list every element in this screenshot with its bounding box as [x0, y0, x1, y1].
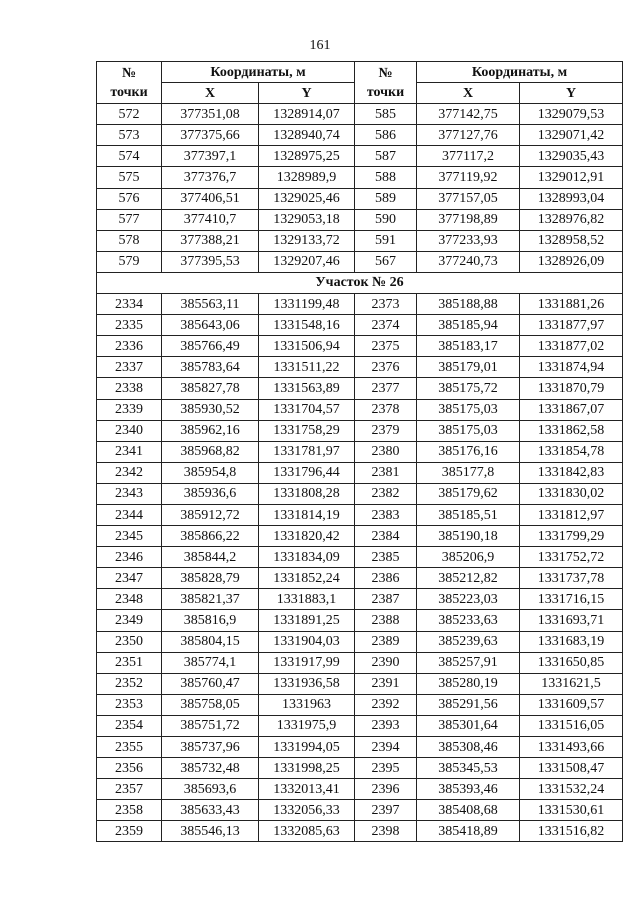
- cell-x-left: 385804,15: [162, 631, 259, 652]
- cell-point-number-left: 575: [97, 167, 162, 188]
- cell-y-left: 1331994,05: [259, 737, 355, 758]
- table-row: [97, 294, 623, 315]
- cell-x-left: 385954,8: [162, 462, 259, 483]
- cell-y-right: 1331870,79: [520, 378, 623, 399]
- cell-point-number-left: 2346: [97, 547, 162, 568]
- table-row: [97, 483, 623, 504]
- cell-point-number-right: 2390: [355, 652, 417, 673]
- cell-point-number-right: 2382: [355, 483, 417, 504]
- cell-y-left: 1331814,19: [259, 504, 355, 525]
- cell-point-number-right: 2392: [355, 694, 417, 715]
- cell-x-left: 385563,11: [162, 294, 259, 315]
- cell-y-right: 1331530,61: [520, 800, 623, 821]
- cell-point-number-left: 2339: [97, 399, 162, 420]
- cell-x-right: 385301,64: [417, 715, 520, 736]
- cell-point-number-right: 2395: [355, 758, 417, 779]
- table-row: [97, 230, 623, 251]
- table-row: [97, 758, 623, 779]
- cell-point-number-left: 2350: [97, 631, 162, 652]
- cell-x-left: 377397,1: [162, 146, 259, 167]
- header-no-symbol: №: [378, 65, 393, 81]
- table-row: [97, 547, 623, 568]
- cell-y-left: 1331796,44: [259, 462, 355, 483]
- table-row: [97, 821, 623, 842]
- cell-point-number-left: 576: [97, 188, 162, 209]
- cell-x-right: 385175,03: [417, 399, 520, 420]
- cell-y-left: 1329207,46: [259, 251, 355, 272]
- table-body-after-section: [97, 294, 623, 842]
- cell-y-left: 1331834,09: [259, 547, 355, 568]
- table-row: [97, 779, 623, 800]
- cell-point-number-left: 2347: [97, 568, 162, 589]
- cell-x-right: 385190,18: [417, 526, 520, 547]
- cell-y-left: 1331781,97: [259, 441, 355, 462]
- cell-x-right: 385408,68: [417, 800, 520, 821]
- cell-y-right: 1331693,71: [520, 610, 623, 631]
- cell-x-right: 385239,63: [417, 631, 520, 652]
- cell-x-right: 377233,93: [417, 230, 520, 251]
- cell-point-number-left: 2348: [97, 589, 162, 610]
- cell-point-number-right: 2393: [355, 715, 417, 736]
- cell-point-number-left: 2355: [97, 737, 162, 758]
- cell-x-left: 385828,79: [162, 568, 259, 589]
- cell-y-left: 1331808,28: [259, 483, 355, 504]
- cell-point-number-left: 578: [97, 230, 162, 251]
- cell-point-number-right: 2385: [355, 547, 417, 568]
- table-body-before-section: [97, 104, 623, 273]
- table-row: [97, 737, 623, 758]
- cell-y-right: 1329035,43: [520, 146, 623, 167]
- cell-point-number-right: 2386: [355, 568, 417, 589]
- cell-point-number-left: 2357: [97, 779, 162, 800]
- table-header-row: [97, 62, 623, 83]
- cell-point-number-right: 586: [355, 125, 417, 146]
- cell-x-left: 385693,6: [162, 779, 259, 800]
- cell-y-left: 1331563,89: [259, 378, 355, 399]
- cell-x-right: 385185,51: [417, 504, 520, 525]
- cell-x-right: 385393,46: [417, 779, 520, 800]
- table-row: [97, 104, 623, 125]
- cell-y-left: 1331758,29: [259, 420, 355, 441]
- cell-x-right: 385183,17: [417, 336, 520, 357]
- cell-x-left: 385912,72: [162, 504, 259, 525]
- cell-x-right: 377198,89: [417, 209, 520, 230]
- cell-x-left: 377410,7: [162, 209, 259, 230]
- cell-x-right: 385188,88: [417, 294, 520, 315]
- header-x-left: X: [162, 83, 259, 104]
- cell-x-right: 385345,53: [417, 758, 520, 779]
- cell-x-right: 385175,72: [417, 378, 520, 399]
- cell-point-number-right: 2394: [355, 737, 417, 758]
- cell-y-right: 1331508,47: [520, 758, 623, 779]
- table-row: [97, 167, 623, 188]
- cell-x-left: 377375,66: [162, 125, 259, 146]
- cell-y-left: 1332013,41: [259, 779, 355, 800]
- cell-x-right: 377157,05: [417, 188, 520, 209]
- cell-y-right: 1331683,19: [520, 631, 623, 652]
- cell-y-left: 1328975,25: [259, 146, 355, 167]
- cell-point-number-left: 2359: [97, 821, 162, 842]
- cell-point-number-right: 2374: [355, 315, 417, 336]
- cell-y-left: 1332056,33: [259, 800, 355, 821]
- cell-point-number-right: 2379: [355, 420, 417, 441]
- cell-y-right: 1331842,83: [520, 462, 623, 483]
- cell-x-right: 377240,73: [417, 251, 520, 272]
- cell-y-left: 1331904,03: [259, 631, 355, 652]
- cell-y-left: 1331936,58: [259, 673, 355, 694]
- cell-y-right: 1331609,57: [520, 694, 623, 715]
- table-row: [97, 462, 623, 483]
- table-row: [97, 188, 623, 209]
- cell-point-number-right: 591: [355, 230, 417, 251]
- cell-point-number-right: 2378: [355, 399, 417, 420]
- table-row: [97, 694, 623, 715]
- cell-point-number-right: 2376: [355, 357, 417, 378]
- cell-y-left: 1328989,9: [259, 167, 355, 188]
- cell-y-right: 1331874,94: [520, 357, 623, 378]
- cell-x-right: 385223,03: [417, 589, 520, 610]
- cell-point-number-left: 573: [97, 125, 162, 146]
- table-row: [97, 209, 623, 230]
- header-y-left: Y: [259, 83, 355, 104]
- cell-y-right: 1329071,42: [520, 125, 623, 146]
- cell-point-number-left: 579: [97, 251, 162, 272]
- cell-point-number-right: 2375: [355, 336, 417, 357]
- cell-point-number-left: 2336: [97, 336, 162, 357]
- cell-x-left: 385643,06: [162, 315, 259, 336]
- cell-y-right: 1331716,15: [520, 589, 623, 610]
- cell-point-number-right: 2391: [355, 673, 417, 694]
- cell-point-number-left: 2337: [97, 357, 162, 378]
- cell-point-number-left: 572: [97, 104, 162, 125]
- cell-point-number-left: 574: [97, 146, 162, 167]
- cell-x-left: 385816,9: [162, 610, 259, 631]
- cell-point-number-left: 2353: [97, 694, 162, 715]
- cell-point-number-right: 2384: [355, 526, 417, 547]
- cell-y-right: 1331737,78: [520, 568, 623, 589]
- cell-point-number-right: 2388: [355, 610, 417, 631]
- cell-x-left: 385751,72: [162, 715, 259, 736]
- table-row: [97, 631, 623, 652]
- page-number: 161: [309, 38, 331, 53]
- cell-point-number-right: 2380: [355, 441, 417, 462]
- cell-x-left: 385962,16: [162, 420, 259, 441]
- cell-y-right: 1331862,58: [520, 420, 623, 441]
- cell-y-right: 1331854,78: [520, 441, 623, 462]
- header-x-right: X: [417, 83, 520, 104]
- cell-point-number-right: 2389: [355, 631, 417, 652]
- cell-x-right: 385418,89: [417, 821, 520, 842]
- cell-point-number-right: 2398: [355, 821, 417, 842]
- cell-x-left: 385633,43: [162, 800, 259, 821]
- cell-x-right: 377127,76: [417, 125, 520, 146]
- cell-x-left: 377376,7: [162, 167, 259, 188]
- cell-x-left: 385783,64: [162, 357, 259, 378]
- cell-y-left: 1329133,72: [259, 230, 355, 251]
- table-row: [97, 399, 623, 420]
- header-no-word: точки: [110, 84, 148, 100]
- cell-y-left: 1331199,48: [259, 294, 355, 315]
- cell-y-right: 1328976,82: [520, 209, 623, 230]
- cell-y-right: 1331799,29: [520, 526, 623, 547]
- header-y-right: Y: [520, 83, 623, 104]
- table-row: [97, 504, 623, 525]
- cell-point-number-right: 588: [355, 167, 417, 188]
- cell-y-right: 1331516,82: [520, 821, 623, 842]
- cell-point-number-left: 2356: [97, 758, 162, 779]
- cell-x-left: 377388,21: [162, 230, 259, 251]
- header-point-number-right: [355, 62, 417, 104]
- cell-y-right: 1331830,02: [520, 483, 623, 504]
- section-header: [97, 272, 623, 293]
- header-point-number-left: [97, 62, 162, 104]
- cell-y-right: 1328958,52: [520, 230, 623, 251]
- table-row: [97, 146, 623, 167]
- cell-x-left: 385936,6: [162, 483, 259, 504]
- cell-y-left: 1331891,25: [259, 610, 355, 631]
- cell-point-number-left: 2342: [97, 462, 162, 483]
- cell-x-right: 377119,92: [417, 167, 520, 188]
- table-row: [97, 589, 623, 610]
- cell-point-number-left: 2334: [97, 294, 162, 315]
- cell-point-number-right: 2387: [355, 589, 417, 610]
- cell-point-number-right: 587: [355, 146, 417, 167]
- cell-x-left: 385732,48: [162, 758, 259, 779]
- cell-x-left: 385760,47: [162, 673, 259, 694]
- cell-x-left: 385737,96: [162, 737, 259, 758]
- cell-x-right: 385280,19: [417, 673, 520, 694]
- header-no-word: точки: [366, 84, 405, 100]
- cell-y-left: 1328940,74: [259, 125, 355, 146]
- cell-y-right: 1328926,09: [520, 251, 623, 272]
- cell-x-right: 385212,82: [417, 568, 520, 589]
- cell-x-left: 377351,08: [162, 104, 259, 125]
- cell-y-right: 1331621,5: [520, 673, 623, 694]
- cell-y-left: 1332085,63: [259, 821, 355, 842]
- cell-x-left: 377406,51: [162, 188, 259, 209]
- cell-y-left: 1331852,24: [259, 568, 355, 589]
- cell-y-right: 1331877,02: [520, 336, 623, 357]
- cell-x-right: 385257,91: [417, 652, 520, 673]
- cell-point-number-left: 2338: [97, 378, 162, 399]
- cell-y-left: 1329025,46: [259, 188, 355, 209]
- cell-y-right: 1329079,53: [520, 104, 623, 125]
- cell-x-right: 385179,01: [417, 357, 520, 378]
- table-row: [97, 125, 623, 146]
- cell-y-left: 1328914,07: [259, 104, 355, 125]
- cell-x-right: 385185,94: [417, 315, 520, 336]
- table-row: [97, 568, 623, 589]
- cell-x-left: 385766,49: [162, 336, 259, 357]
- cell-y-right: 1331867,07: [520, 399, 623, 420]
- cell-x-right: 385176,16: [417, 441, 520, 462]
- table-row: [97, 378, 623, 399]
- cell-x-left: 385546,13: [162, 821, 259, 842]
- cell-x-right: 385179,62: [417, 483, 520, 504]
- cell-x-right: 385175,03: [417, 420, 520, 441]
- cell-x-left: 385758,05: [162, 694, 259, 715]
- table-row: [97, 357, 623, 378]
- cell-y-right: 1331812,97: [520, 504, 623, 525]
- cell-x-left: 385821,37: [162, 589, 259, 610]
- table-row: [97, 652, 623, 673]
- coordinates-table: [96, 61, 623, 842]
- table-row: [97, 800, 623, 821]
- cell-point-number-left: 2352: [97, 673, 162, 694]
- cell-y-right: 1331516,05: [520, 715, 623, 736]
- cell-y-left: 1331883,1: [259, 589, 355, 610]
- table-row: [97, 610, 623, 631]
- cell-x-left: 377395,53: [162, 251, 259, 272]
- cell-point-number-right: 567: [355, 251, 417, 272]
- cell-point-number-right: 2377: [355, 378, 417, 399]
- cell-point-number-right: 589: [355, 188, 417, 209]
- header-coordinates-left: Координаты, м: [162, 62, 355, 83]
- cell-x-right: 385233,63: [417, 610, 520, 631]
- cell-y-right: 1331650,85: [520, 652, 623, 673]
- cell-x-left: 385968,82: [162, 441, 259, 462]
- cell-x-right: 377117,2: [417, 146, 520, 167]
- cell-y-left: 1329053,18: [259, 209, 355, 230]
- table-row: [97, 441, 623, 462]
- cell-y-left: 1331704,57: [259, 399, 355, 420]
- cell-x-right: 385291,56: [417, 694, 520, 715]
- cell-x-right: 385177,8: [417, 462, 520, 483]
- cell-point-number-left: 2335: [97, 315, 162, 336]
- cell-y-left: 1331998,25: [259, 758, 355, 779]
- cell-y-left: 1331511,22: [259, 357, 355, 378]
- cell-point-number-right: 2373: [355, 294, 417, 315]
- cell-x-right: 385308,46: [417, 737, 520, 758]
- header-coordinates-right: Координаты, м: [417, 62, 623, 83]
- cell-point-number-right: 2396: [355, 779, 417, 800]
- header-no-symbol: №: [121, 65, 137, 81]
- cell-point-number-right: 2381: [355, 462, 417, 483]
- cell-x-left: 385774,1: [162, 652, 259, 673]
- cell-y-left: 1331917,99: [259, 652, 355, 673]
- cell-point-number-left: 2340: [97, 420, 162, 441]
- cell-y-right: 1331493,66: [520, 737, 623, 758]
- cell-y-right: 1331752,72: [520, 547, 623, 568]
- cell-point-number-left: 2354: [97, 715, 162, 736]
- cell-x-left: 385930,52: [162, 399, 259, 420]
- cell-point-number-right: 2383: [355, 504, 417, 525]
- section-title: Участок № 26: [97, 272, 623, 293]
- cell-point-number-left: 577: [97, 209, 162, 230]
- cell-y-left: 1331963: [259, 694, 355, 715]
- cell-x-right: 377142,75: [417, 104, 520, 125]
- cell-x-left: 385866,22: [162, 526, 259, 547]
- cell-y-left: 1331548,16: [259, 315, 355, 336]
- cell-y-right: 1331532,24: [520, 779, 623, 800]
- table-row: [97, 673, 623, 694]
- cell-y-right: 1329012,91: [520, 167, 623, 188]
- cell-y-right: 1328993,04: [520, 188, 623, 209]
- table-row: [97, 715, 623, 736]
- cell-x-left: 385827,78: [162, 378, 259, 399]
- cell-x-left: 385844,2: [162, 547, 259, 568]
- cell-y-right: 1331881,26: [520, 294, 623, 315]
- cell-point-number-right: 590: [355, 209, 417, 230]
- cell-point-number-left: 2349: [97, 610, 162, 631]
- table-row: [97, 315, 623, 336]
- cell-point-number-right: 585: [355, 104, 417, 125]
- cell-point-number-left: 2344: [97, 504, 162, 525]
- section-row: [97, 272, 623, 293]
- cell-point-number-left: 2343: [97, 483, 162, 504]
- cell-y-left: 1331820,42: [259, 526, 355, 547]
- table-row: [97, 336, 623, 357]
- cell-y-left: 1331975,9: [259, 715, 355, 736]
- cell-x-right: 385206,9: [417, 547, 520, 568]
- cell-point-number-left: 2351: [97, 652, 162, 673]
- cell-y-left: 1331506,94: [259, 336, 355, 357]
- table-row: [97, 526, 623, 547]
- cell-point-number-right: 2397: [355, 800, 417, 821]
- cell-point-number-left: 2341: [97, 441, 162, 462]
- cell-point-number-left: 2345: [97, 526, 162, 547]
- table-row: [97, 420, 623, 441]
- cell-y-right: 1331877,97: [520, 315, 623, 336]
- table-row: [97, 251, 623, 272]
- cell-point-number-left: 2358: [97, 800, 162, 821]
